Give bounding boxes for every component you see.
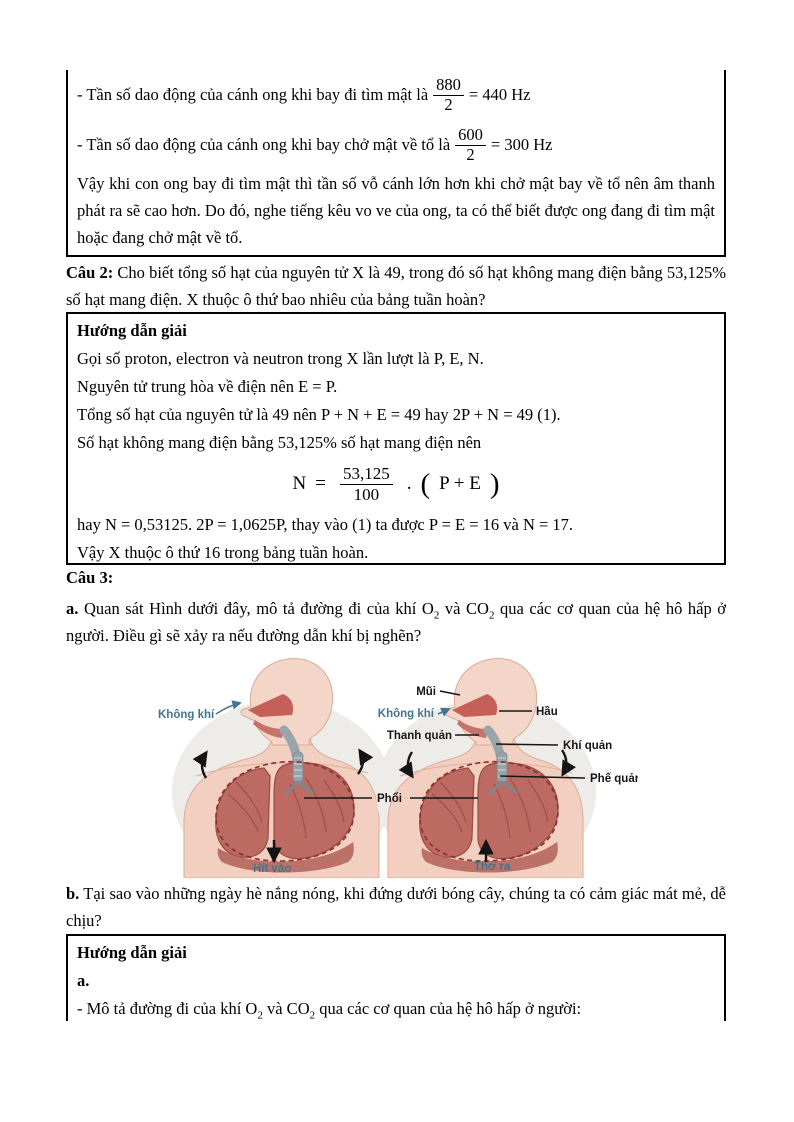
solution-2-line-1: Gọi số proton, electron và neutron trong X lần lượt là P, E, N. [77,349,484,368]
question-2-paragraph [66,259,726,313]
solution-3a-label: a. [77,971,90,990]
co2-subscript: 2 [309,1009,316,1022]
fraction-denominator: 2 [466,144,475,164]
solution-3-title: Hướng dẫn giải [77,943,187,962]
solution-2-line-3: Tổng số hạt của nguyên tử là 49 nên P + N + E = 49 hay 2P + N = 49 (1). [77,405,561,424]
co2-subscript: 2 [488,609,495,622]
solution-3a-line-1: - Mô tả đường đi của khí O [77,999,258,1018]
frequency-line-carry-text: - Tần số dao động của cánh ong khi bay chở mật về tổ là [77,135,451,154]
label-pharynx: Hầu [536,706,558,718]
label-larynx: Thanh quản [386,730,452,742]
question-3a-paragraph [66,595,726,649]
formula-close-paren: ) [489,467,500,500]
solution-3a-line [77,995,715,1023]
label-trachea: Khí quản [563,740,613,752]
frequency-line-seek-result: = 440 Hz [468,85,531,104]
pointer-trachea [496,744,558,745]
frequency-line-carry [77,120,715,170]
formula-fraction [340,464,393,503]
question-3a-text-2: và CO [439,599,489,618]
solution-3a-line-3: qua các cơ quan của hệ hô hấp ở người: [315,999,582,1018]
label-inhale: Hít vào [253,863,292,875]
solution-box-bee-frequency [66,70,726,257]
fraction-880-2 [433,76,464,114]
neutron-formula [77,457,715,511]
formula-fraction-numerator: 53,125 [340,464,393,484]
figure-person-inhale [172,659,392,878]
label-air-left: Không khí [158,709,215,721]
label-lung: Phổi [377,793,402,805]
question-2-text: Cho biết tổng số hạt của nguyên tử X là 49, trong đó số hạt không mang điện bằng 53,125% số hạt mang điện. X thuộc ô thứ bao nhiêu của bảng tuần hoàn? [66,263,726,309]
fraction-numerator: 880 [433,76,464,95]
o2-subscript: 2 [433,609,440,622]
label-exhale: Thở ra [474,861,511,873]
question-3a-text-3: qua các cơ quan của hệ hô hấp ở người. Điều gì sẽ xảy ra nếu đường dẫn khí bị nghẽn? [66,599,727,645]
o2-subscript: 2 [257,1009,263,1022]
question-3b-label: b. [66,884,80,903]
respiratory-svg [156,654,638,878]
frequency-line-seek [77,70,715,120]
formula-operator: . [406,473,412,494]
formula-equals: = [315,473,326,494]
formula-open-paren: ( [420,467,431,500]
solution-2-line-4: Số hạt không mang điện bằng 53,125% số hạt mang điện nên [77,433,482,452]
formula-body: P + E [439,473,481,494]
question-3a-label: a. [66,599,79,618]
question-3b-text: Tại sao vào những ngày hè nắng nóng, khi đứng dưới bóng cây, chúng ta có cảm giác mát mẻ, dễ chịu? [66,884,726,930]
fraction-600-2 [455,126,486,164]
fraction-numerator: 600 [455,126,486,145]
solution-2-result-line: hay N = 0,53125. 2P = 1,0625P, thay vào (1) ta được P = E = 16 và N = 17. [77,515,574,534]
question-3-label: Câu 3: [66,568,114,587]
solution-3a-line-2: và CO [262,999,310,1018]
solution-box-question-3 [66,934,726,1021]
formula-lhs: N [292,473,307,494]
bee-conclusion-paragraph: Vậy khi con ong bay đi tìm mật thì tần số vỗ cánh lớn hơn khi chở mật bay về tổ nên âm thanh phát ra sẽ cao hơn. Do đó, nghe tiếng kêu vo ve của ong, ta có thể biết được ong đang đi tìm mật hoặc đang chở mật về tổ. [77,174,715,247]
frequency-line-seek-text: - Tần số dao động của cánh ong khi bay đi tìm mật là [77,85,429,104]
figure-person-exhale [376,659,596,878]
solution-2-line-2: Nguyên tử trung hòa về điện nên E = P. [77,377,338,396]
label-bronchus: Phế quản [590,773,638,785]
question-3a-text-1: Quan sát Hình dưới đây, mô tả đường đi của khí O [83,599,434,618]
fraction-denominator: 2 [444,94,453,114]
label-air-right: Không khí [377,708,434,720]
solution-2-final-line: Vậy X thuộc ô thứ 16 trong bảng tuần hoàn. [77,543,369,562]
respiratory-system-figure [156,654,638,878]
formula-fraction-denominator: 100 [353,484,380,504]
label-nose: Mũi [416,686,436,698]
question-2-label: Câu 2: [66,263,114,282]
solution-box-question-2 [66,312,726,565]
question-3b-paragraph [66,880,726,934]
frequency-line-carry-result: = 300 Hz [490,135,553,154]
solution-2-title: Hướng dẫn giải [77,321,187,340]
